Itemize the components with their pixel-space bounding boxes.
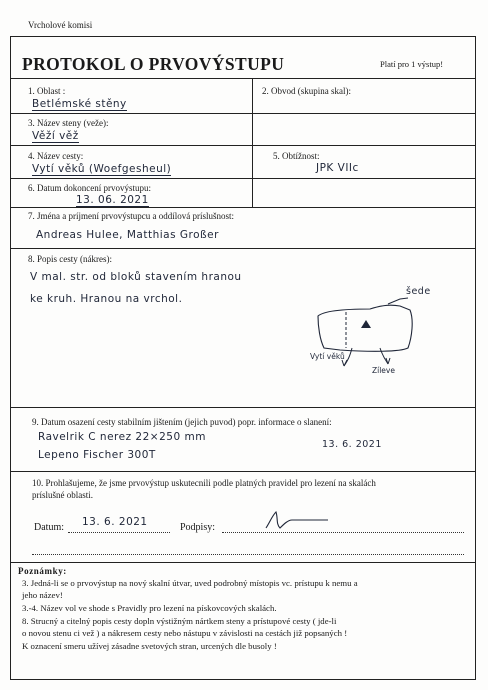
description-line-2: ke kruh. Hranou na vrchol. (30, 293, 183, 305)
validity-note: Platí pro 1 výstup! (380, 59, 444, 69)
column-divider (252, 78, 253, 113)
form-title: PROTOKOL O PRVOVÝSTUPU (22, 54, 285, 74)
protection-line-1: Ravelrik C nerez 22×250 mm (38, 431, 206, 443)
note-line: 8. Strucný a citelný popis cesty dopln výstižným nártkem steny a prístupové cesty ( jde-li (22, 616, 337, 626)
sketch-label-right: Zíleve (372, 366, 395, 375)
second-signature-line (32, 554, 464, 555)
climbers-label: 7. Jména a príjmení prvovýstupcu a oddílová príslušnost: (28, 211, 234, 221)
signatures-label: Podpisy: (180, 522, 216, 533)
area-value: Betlémské stěny (32, 98, 127, 110)
date-value: 13. 06. 2021 (76, 194, 149, 206)
route-value: Vytí věků (Woefgesheul) (32, 163, 172, 175)
description-label: 8. Popis cesty (nákres): (28, 254, 112, 264)
declaration-text-2: príslušné oblasti. (32, 490, 93, 500)
note-line: jeho název! (22, 590, 63, 600)
notes-heading: Poznámky: (18, 566, 67, 576)
grade-label: 5. Obtížnost: (273, 151, 320, 161)
column-divider (252, 145, 253, 178)
declaration-text-1: 10. Prohlašujeme, že jsme prvovýstup uskutecnili podle platných pravidel pro lezení na skalách (32, 478, 376, 488)
row-divider (10, 145, 476, 146)
route-label: 4. Název cesty: (28, 151, 84, 161)
note-line: o novou stenu ci vež ) a nákresem cesty nebo nástupu v závislosti na cestách již popsaných ! (22, 628, 348, 638)
notes-divider (10, 562, 476, 563)
column-divider (252, 113, 253, 145)
sketch-label-top: šede (406, 286, 431, 297)
district-label: 2. Obvod (skupina skal): (262, 86, 351, 96)
climbers-value: Andreas Hulee, Matthias Großer (36, 229, 219, 241)
signature-line (222, 532, 464, 533)
note-line: 3.-4. Název vol ve shode s Pravidly pro lezení na pískovcových skalách. (22, 603, 277, 613)
declaration-date-label: Datum: (34, 522, 64, 533)
wall-label: 3. Název steny (veže): (28, 118, 109, 128)
row-divider (10, 248, 476, 249)
sketch-label-left: Vytí věků (310, 352, 345, 361)
date-line (68, 532, 170, 533)
protection-date: 13. 6. 2021 (322, 439, 382, 450)
row-divider (10, 407, 476, 408)
protection-label: 9. Datum osazení cesty stabilním jištením (jejich puvod) popr. informace o slanení: (32, 417, 332, 427)
row-divider (10, 178, 476, 179)
signature-mark (262, 506, 332, 532)
note-line: K oznacení smeru užívej zásadne svetových stran, urcených dle busoly ! (22, 641, 277, 651)
organization-label: Vrcholové komisi (28, 20, 93, 30)
area-label: 1. Oblast : (28, 86, 66, 96)
grade-value: JPK VIIc (316, 162, 359, 174)
title-divider (10, 78, 476, 79)
protection-line-2: Lepeno Fischer 300T (38, 449, 156, 461)
row-divider (10, 113, 476, 114)
row-divider (10, 471, 476, 472)
row-divider (10, 207, 476, 208)
date-label: 6. Datum dokoncení prvovýstupu: (28, 183, 151, 193)
note-line: 3. Jedná-li se o prvovýstup na nový skalní útvar, uved podrobný místopis vc. prístupu k nemu a (22, 578, 358, 588)
description-line-1: V mal. str. od bloků stavením hranou (30, 271, 242, 283)
wall-value: Věží věž (32, 130, 79, 142)
column-divider (252, 178, 253, 207)
declaration-date-value: 13. 6. 2021 (82, 516, 148, 528)
